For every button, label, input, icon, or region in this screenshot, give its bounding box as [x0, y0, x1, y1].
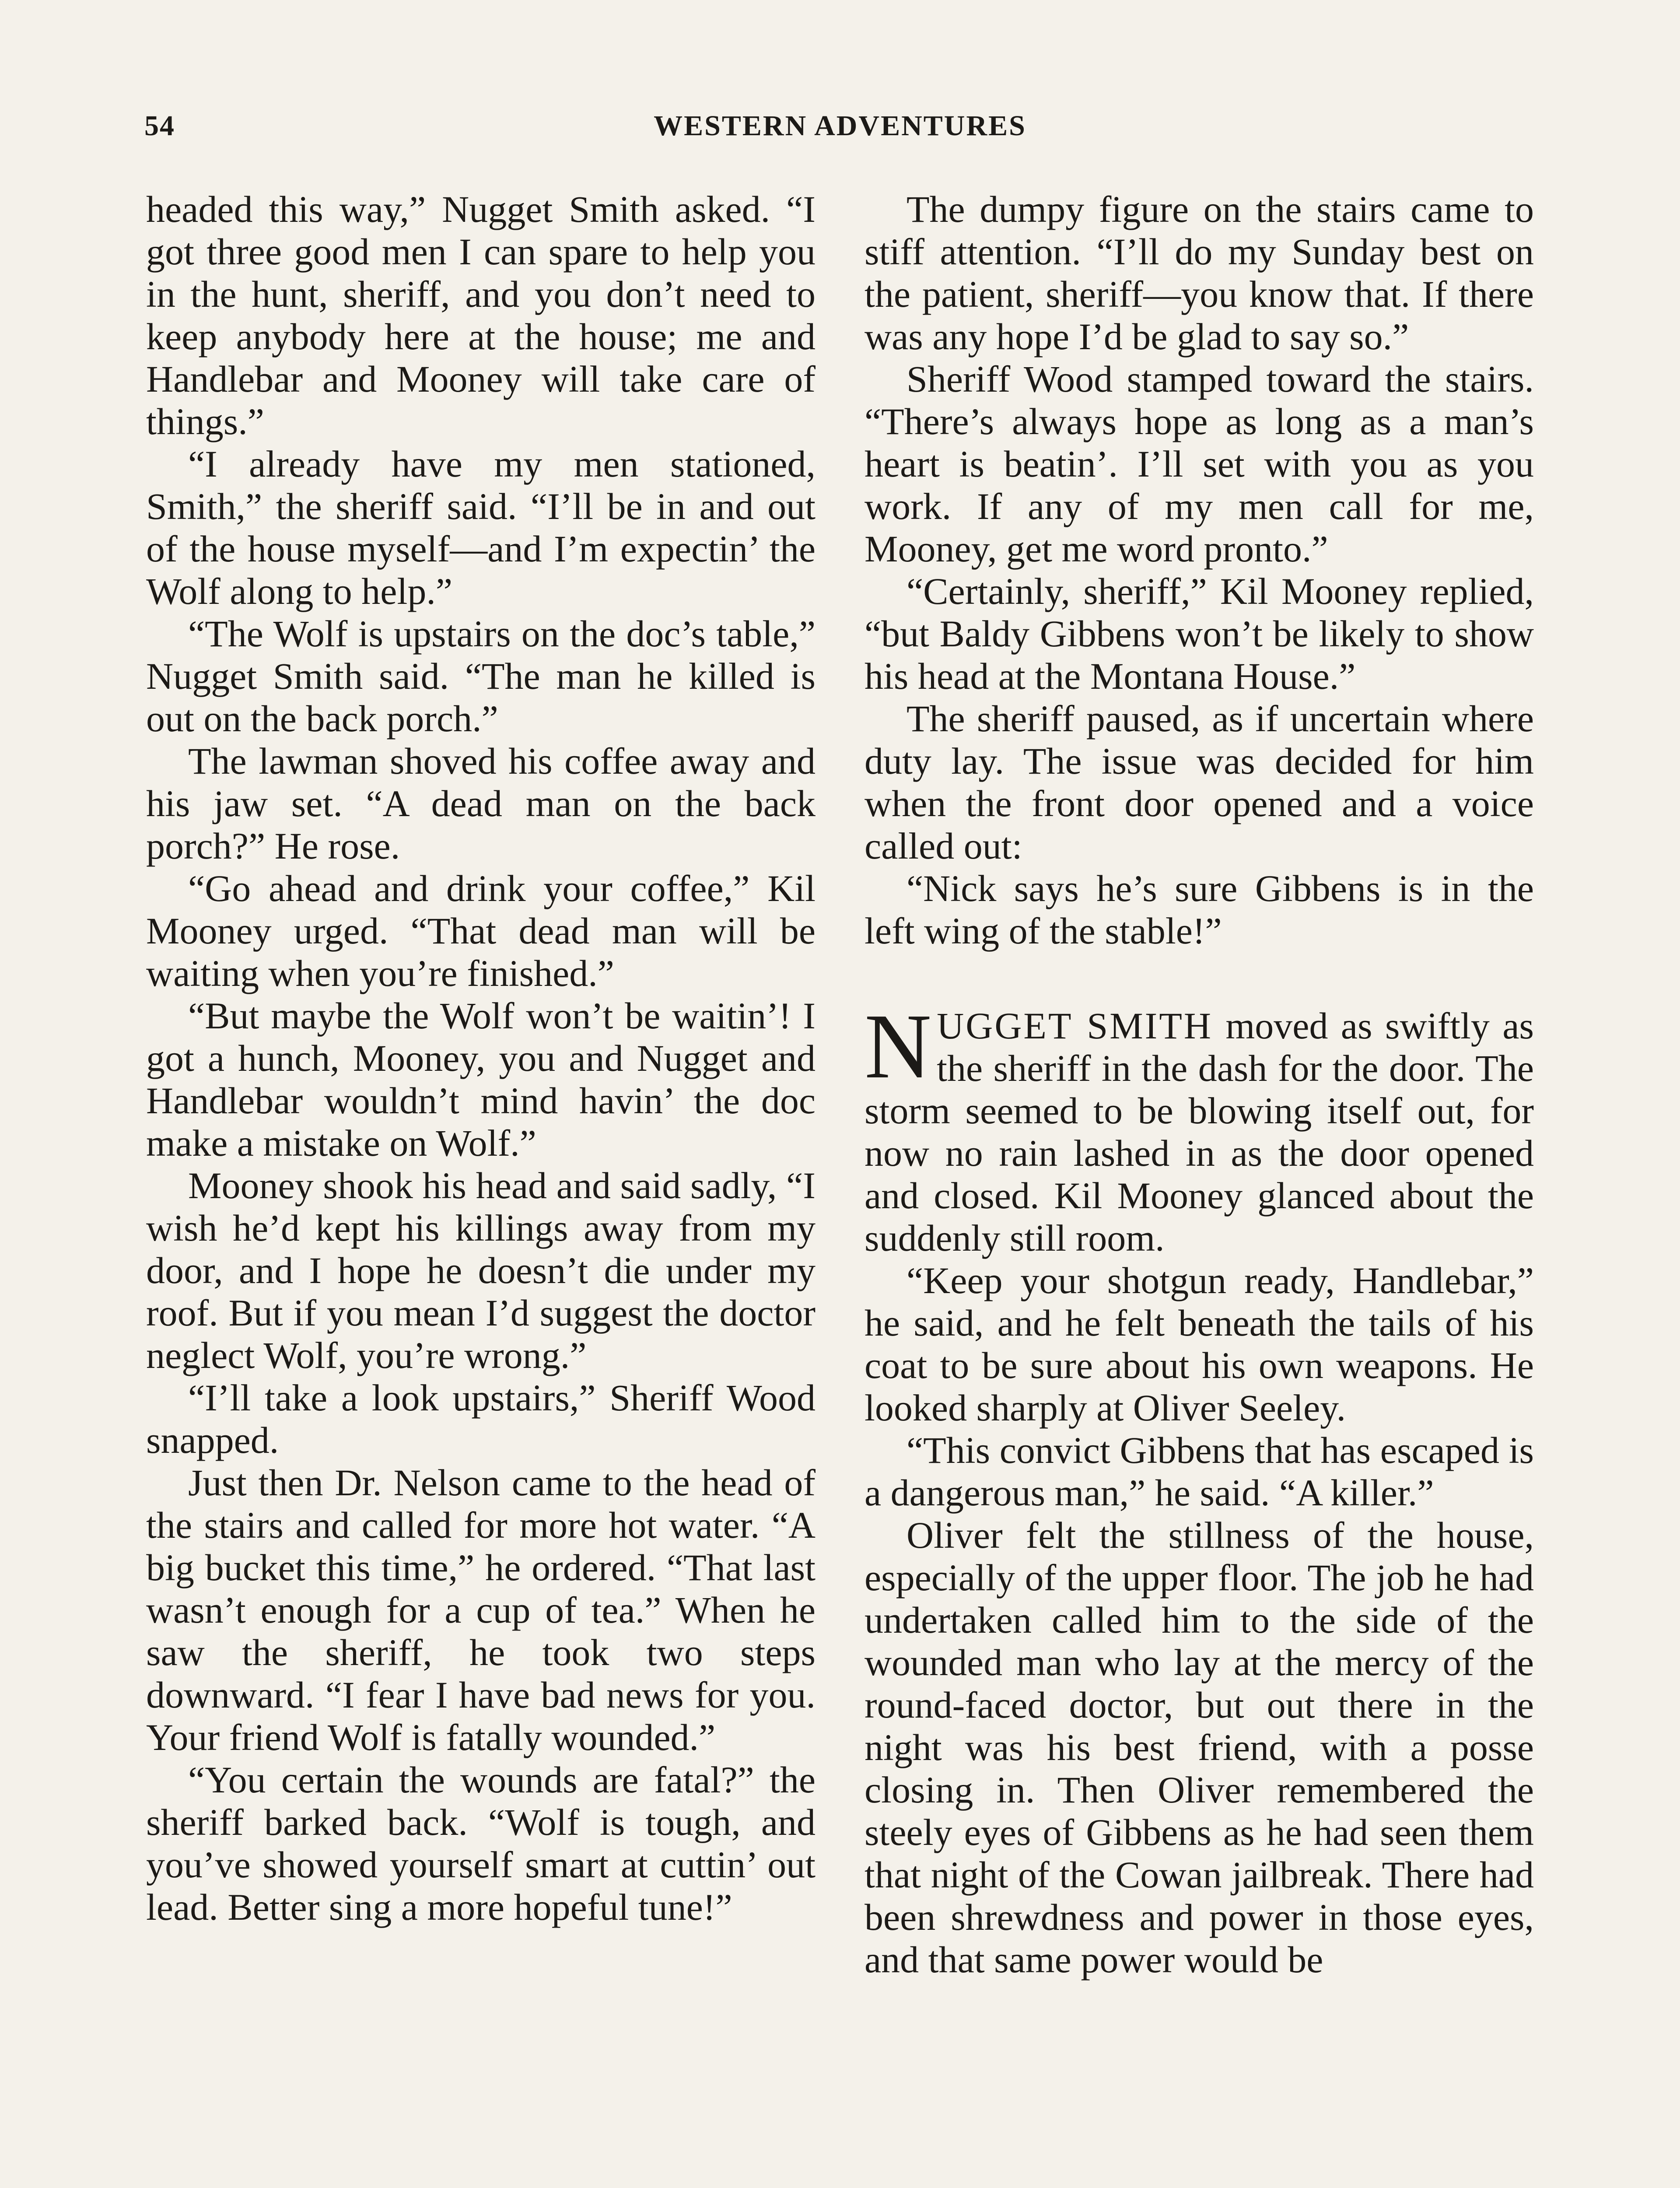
section-break [864, 952, 1534, 1005]
drop-cap-rest: moved as swiftly as the sheriff in the dash for the door. The storm seemed to be blowing itself out, for now no rain lashed in as the door opened and closed. Kil Mooney glanced about the suddenly still room. [864, 1005, 1534, 1259]
paragraph: “Keep your shotgun ready, Handlebar,” he said, and he felt beneath the tails of his coat to be sure about his own weapons. He looked sharply at Oliver Seeley. [864, 1259, 1534, 1429]
paragraph: “Certainly, sheriff,” Kil Mooney replied, “but Baldy Gibbens won’t be likely to show his head at the Montana House.” [864, 570, 1534, 697]
paragraph: headed this way,” Nugget Smith asked. “I got three good men I can spare to help you in the hunt, sheriff, and you don’t need to keep anybody here at the house; me and Handlebar and Mooney will take care of things.” [146, 188, 816, 442]
paragraph: “This convict Gibbens that has escaped is a dangerous man,” he said. “A killer.” [864, 1429, 1534, 1514]
paragraph: “Go ahead and drink your coffee,” Kil Mooney urged. “That dead man will be waiting when you’re finished.” [146, 867, 816, 994]
paragraph: The dumpy figure on the stairs came to stiff attention. “I’ll do my Sunday best on the patient, sheriff—you know that. If there was any hope I’d be glad to say so.” [864, 188, 1534, 358]
paragraph: “Nick says he’s sure Gibbens is in the left wing of the stable!” [864, 867, 1534, 952]
paragraph: “I’ll take a look upstairs,” Sheriff Wood snapped. [146, 1377, 816, 1461]
paragraph: “The Wolf is upstairs on the doc’s table,” Nugget Smith said. “The man he killed is out on the back porch.” [146, 613, 816, 740]
drop-cap-paragraph [864, 995, 1534, 1259]
paragraph: Sheriff Wood stamped toward the stairs. “There’s always hope as long as a man’s heart is beatin’. I’ll set with you as you work. If any of my men call for me, Mooney, get me word pronto.” [864, 358, 1534, 570]
drop-cap-letter: N [864, 995, 932, 1098]
paragraph: The lawman shoved his coffee away and his jaw set. “A dead man on the back porch?” He rose. [146, 740, 816, 867]
paragraph: “I already have my men stationed, Smith,” the sheriff said. “I’ll be in and out of the house myself—and I’m expectin’ the Wolf along to help.” [146, 443, 816, 612]
right-column [864, 188, 1534, 1981]
page-header [144, 109, 1536, 158]
left-column [146, 188, 816, 1929]
paragraph: Mooney shook his head and said sadly, “I wish he’d kept his killings away from my door, and I hope he doesn’t die under my roof. But if you mean I’d suggest the doctor neglect Wolf, you’re wrong.” [146, 1164, 816, 1376]
paragraph: “But maybe the Wolf won’t be waitin’! I got a hunch, Mooney, you and Nugget and Handlebar wouldn’t mind havin’ the doc make a mistake on Wolf.” [146, 995, 816, 1164]
running-title: WESTERN ADVENTURES [654, 110, 1026, 142]
drop-cap-lead: UGGET SMITH [937, 1005, 1213, 1047]
paragraph: Oliver felt the stillness of the house, especially of the upper floor. The job he had undertaken called him to the side of the wounded man who lay at the mercy of the round-faced doctor, but out there in the night was his best friend, with a posse closing in. Then Oliver remembered the steely eyes of Gibbens as he had seen them that night of the Cowan jailbreak. There had been shrewdness and power in those eyes, and that same power would be [864, 1514, 1534, 1981]
paragraph: The sheriff paused, as if uncertain where duty lay. The issue was decided for him when the front door opened and a voice called out: [864, 698, 1534, 867]
paragraph: Just then Dr. Nelson came to the head of the stairs and called for more hot water. “A big bucket this time,” he ordered. “That last wasn’t enough for a cup of tea.” When he saw the sheriff, he took two steps downward. “I fear I have bad news for you. Your friend Wolf is fatally wounded.” [146, 1462, 816, 1758]
page-number: 54 [144, 110, 175, 142]
paragraph: “You certain the wounds are fatal?” the sheriff barked back. “Wolf is tough, and you’ve showed yourself smart at cuttin’ out lead. Better sing a more hopeful tune!” [146, 1759, 816, 1928]
